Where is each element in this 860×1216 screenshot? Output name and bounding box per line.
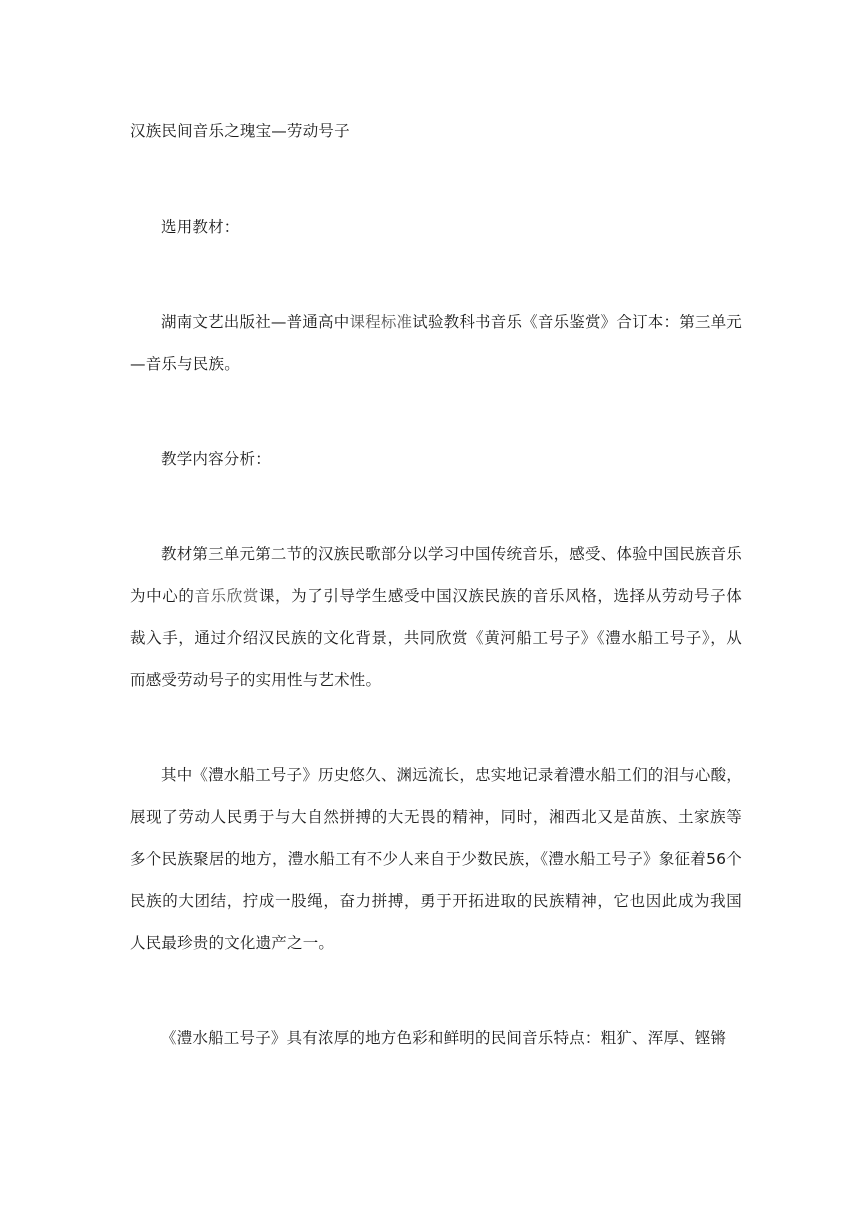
lishui-paragraph: 其中《澧水船工号子》历史悠久、渊远流长，忠实地记录着澧水船工们的泪与心酸，展现了劳动人民勇于与大自然拼搏的大无畏的精神，同时，湘西北又是苗族、土家族等多个民族聚居的地方，澧水船工有不少人来自于少数民族，《澧水船工号子》象征着56个民族的大团结，拧成一股绳，奋力拼搏，勇于开拓进取的民族精神，它也因此成为我国人民最珍贵的文化遗产之一。 xyxy=(130,766,742,952)
analysis-paragraph xyxy=(130,533,742,701)
document-body xyxy=(130,110,742,1059)
spacer xyxy=(130,480,742,533)
features-paragraph: 《澧水船工号子》具有浓厚的地方色彩和鲜明的民间音乐特点：粗犷、浑厚、铿锵 xyxy=(161,1029,727,1047)
section-heading-material: 选用教材： xyxy=(161,218,240,236)
material-paragraph xyxy=(130,301,742,385)
spacer xyxy=(130,701,742,754)
spacer xyxy=(130,964,742,1017)
spacer xyxy=(130,385,742,438)
material-text-end: 试验教科书音乐《音乐鉴赏》合订本：第三单元—音乐与民族。 xyxy=(130,313,742,373)
document-title: 汉族民间音乐之瑰宝—劳动号子 xyxy=(130,122,350,140)
analysis-text-start: 教材第三单元第二节的汉族民歌部分以学习中国传统音乐，感受、体验中国民族音乐为中心的 xyxy=(130,545,742,605)
material-text-start: 湖南文艺出版社—普通高中 xyxy=(161,313,350,331)
spacer xyxy=(130,248,742,301)
spacer xyxy=(130,152,742,206)
music-appreciation-link[interactable]: 音乐欣赏 xyxy=(194,587,259,605)
analysis-text-end: 课，为了引导学生感受中国汉族民族的音乐风格，选择从劳动号子体裁入手，通过介绍汉民族的文化背景，共同欣赏《黄河船工号子》《澧水船工号子》，从而感受劳动号子的实用性与艺术性。 xyxy=(130,587,742,689)
section-heading-analysis: 教学内容分析： xyxy=(161,450,271,468)
curriculum-standard-link[interactable]: 课程标准 xyxy=(349,313,413,331)
